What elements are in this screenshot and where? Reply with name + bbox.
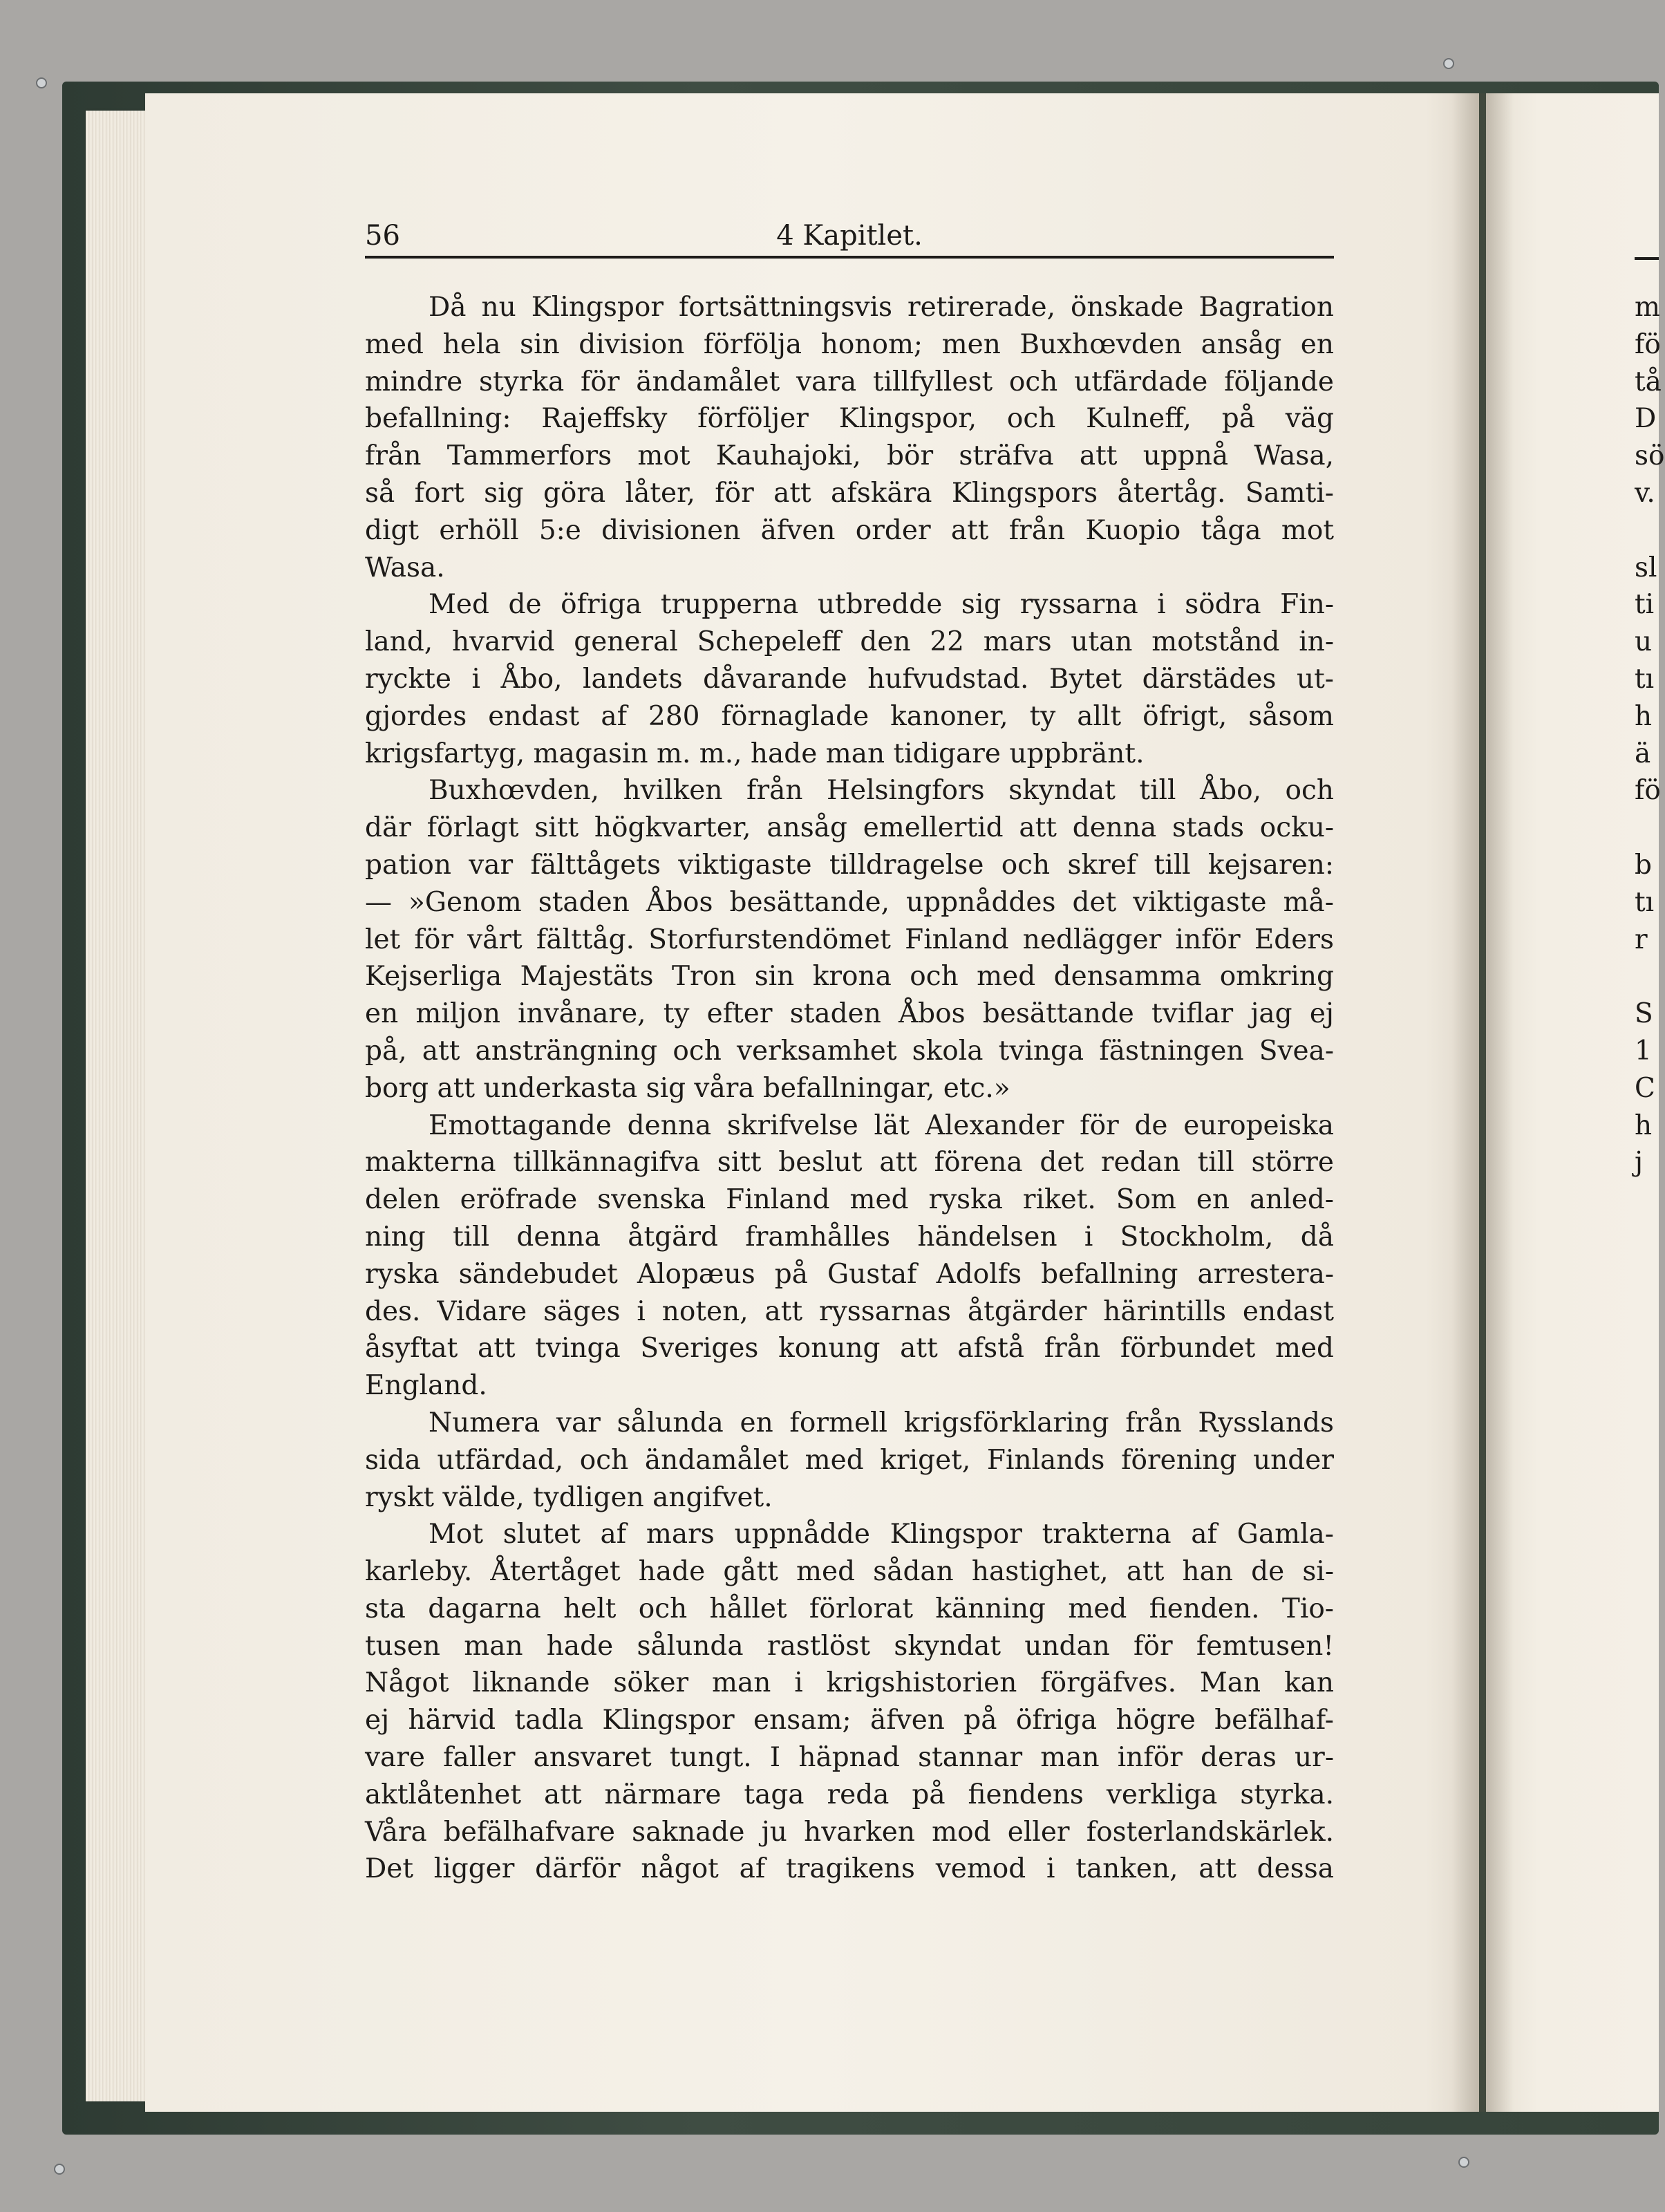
text-line: en miljon invånare, ty efter staden Åbos besättande tviflar jag ej [365, 998, 1334, 1030]
right-page-fragment: sl [1635, 552, 1657, 583]
right-page-fragment: v. [1635, 477, 1655, 509]
text-line: befallning: Rajeffsky förföljer Klingspor, och Kulneff, på väg [365, 403, 1334, 435]
text-line: let för vårt fälttåg. Storfurstendömet Finland nedlägger inför Eders [365, 924, 1334, 955]
right-page-fragment: C [1635, 1072, 1655, 1104]
text-line: des. Vidare säges i noten, att ryssarnas åtgärder härintills endast [365, 1295, 1334, 1327]
text-line: Då nu Klingspor fortsättningsvis retirerade, önskade Bagration [429, 292, 1334, 323]
text-line: land, hvarvid general Schepeleff den 22 mars utan motstånd in- [365, 626, 1334, 658]
text-line: borg att underkasta sig våra befallningar, etc.» [365, 1072, 1010, 1104]
right-page-fragment: tå [1635, 366, 1662, 397]
right-page-fragment: fö [1635, 328, 1661, 360]
text-line: Numera var sålunda en formell krigsförklaring från Rysslands [429, 1407, 1334, 1438]
pin-icon [54, 2164, 65, 2175]
text-line: Våra befälhafvare saknade ju hvarken mod eller fosterlandskärlek. [365, 1816, 1334, 1848]
right-page-fragment: sö [1635, 440, 1665, 472]
right-page-fragment: h [1635, 1109, 1653, 1141]
text-line: åsyftat att tvinga Sveriges konung att afstå från förbundet med [365, 1333, 1334, 1365]
text-line: digt erhöll 5:e divisionen äfven order att från Kuopio tåga mot [365, 514, 1334, 546]
text-line: aktlåtenhet att närmare taga reda på fiendens verkliga styrka. [365, 1779, 1334, 1810]
right-page-fragment: u [1635, 626, 1653, 658]
pin-icon [36, 77, 47, 88]
text-line: så fort sig göra låter, för att afskära Klingspors återtåg. Samti- [365, 477, 1334, 509]
page-number: 56 [365, 220, 400, 252]
text-line: ryckte i Åbo, landets dåvarande hufvudstad. Bytet därstädes ut- [365, 663, 1334, 695]
right-header-rule [1635, 257, 1659, 260]
right-page-fragment: h [1635, 700, 1653, 732]
text-line: gjordes endast af 280 förnaglade kanoner, ty allt öfrigt, såsom [365, 700, 1334, 732]
right-page-fragment: b [1635, 849, 1652, 881]
text-line: Buxhœvden, hvilken från Helsingfors skyndat till Åbo, och [429, 775, 1334, 807]
right-page-fragment [1635, 958, 1659, 995]
right-page-fragment: 1 [1635, 1035, 1652, 1067]
right-page-fragment: j [1635, 1147, 1644, 1179]
text-line: Wasa. [365, 552, 445, 583]
right-page-fragment [1635, 809, 1659, 847]
right-page-text [1635, 289, 1665, 1181]
text-line: ryska sändebudet Alopæus på Gustaf Adolfs befallning arrestera- [365, 1258, 1334, 1290]
right-page-fragment: ä [1635, 738, 1651, 769]
page-header [365, 220, 1334, 254]
text-line: pation var fälttågets viktigaste tilldragelse och skref till kejsaren: [365, 849, 1334, 881]
text-line: från Tammerfors mot Kauhajoki, bör sträfva att uppnå Wasa, [365, 440, 1334, 472]
text-line: krigsfartyg, magasin m. m., hade man tidigare uppbränt. [365, 738, 1145, 769]
text-line: Med de öfriga trupperna utbredde sig ryssarna i södra Fin- [429, 589, 1334, 621]
right-page-fragment: r [1635, 924, 1648, 955]
text-line: där förlagt sitt högkvarter, ansåg emellertid att denna stads ocku- [365, 812, 1334, 844]
text-line: makterna tillkännagifva sitt beslut att förena det redan till större [365, 1147, 1334, 1179]
text-line: tusen man hade sålunda rastlöst skyndat undan för femtusen! [365, 1630, 1334, 1662]
right-page-fragment: tı [1635, 663, 1655, 695]
text-line: ryskt välde, tydligen angifvet. [365, 1481, 773, 1513]
header-rule [365, 256, 1334, 259]
pin-icon [1443, 58, 1454, 69]
body-text [365, 289, 1334, 1888]
text-line: Något liknande söker man i krigshistorien förgäfves. Man kan [365, 1667, 1334, 1699]
right-page-fragment: S [1635, 998, 1653, 1030]
text-line: sida utfärdad, och ändamålet med kriget, Finlands förening under [365, 1444, 1334, 1476]
text-line: på, att ansträngning och verksamhet skola tvinga fästningen Svea- [365, 1035, 1334, 1067]
text-line: — »Genom staden Åbos besättande, uppnåddes det viktigaste må- [365, 886, 1334, 918]
right-page-fragment: tı [1635, 886, 1655, 918]
text-line: England. [365, 1370, 487, 1402]
text-line: mindre styrka för ändamålet vara tillfyllest och utfärdade följande [365, 366, 1334, 397]
pin-icon [1458, 2157, 1469, 2168]
text-line: karleby. Återtåget hade gått med sådan hastighet, att han de si- [365, 1556, 1334, 1588]
text-line: ning till denna åtgärd framhålles händelsen i Stockholm, då [365, 1221, 1334, 1253]
text-line: ej härvid tadla Klingspor ensam; äfven på öfriga högre befälhaf- [365, 1705, 1334, 1736]
right-page-fragment: fö [1635, 775, 1661, 807]
running-title: 4 Kapitlet. [776, 220, 923, 252]
page-stack-edge [86, 111, 148, 2101]
right-page-fragment [1635, 512, 1659, 550]
text-line: vare faller ansvaret tungt. I häpnad stannar man inför deras ur- [365, 1742, 1334, 1774]
text-line: Mot slutet af mars uppnådde Klingspor trakterna af Gamla- [429, 1519, 1334, 1550]
text-line: delen eröfrade svenska Finland med ryska riket. Som en anled- [365, 1184, 1334, 1216]
text-line: Emottagande denna skrifvelse lät Alexander för de europeiska [429, 1109, 1334, 1141]
right-page-fragment: m [1635, 292, 1660, 323]
book-gutter [1451, 93, 1514, 2112]
text-line: Kejserliga Majestäts Tron sin krona och med densamma omkring [365, 961, 1334, 993]
text-line: med hela sin division förfölja honom; men Buxhœvden ansåg en [365, 328, 1334, 360]
right-page-fragment: D [1635, 403, 1657, 435]
text-line: Det ligger därför något af tragikens vemod i tanken, att dessa [365, 1853, 1334, 1885]
right-page-fragment: ti [1635, 589, 1655, 621]
text-line: sta dagarna helt och hållet förlorat känning med fienden. Tio- [365, 1593, 1334, 1624]
